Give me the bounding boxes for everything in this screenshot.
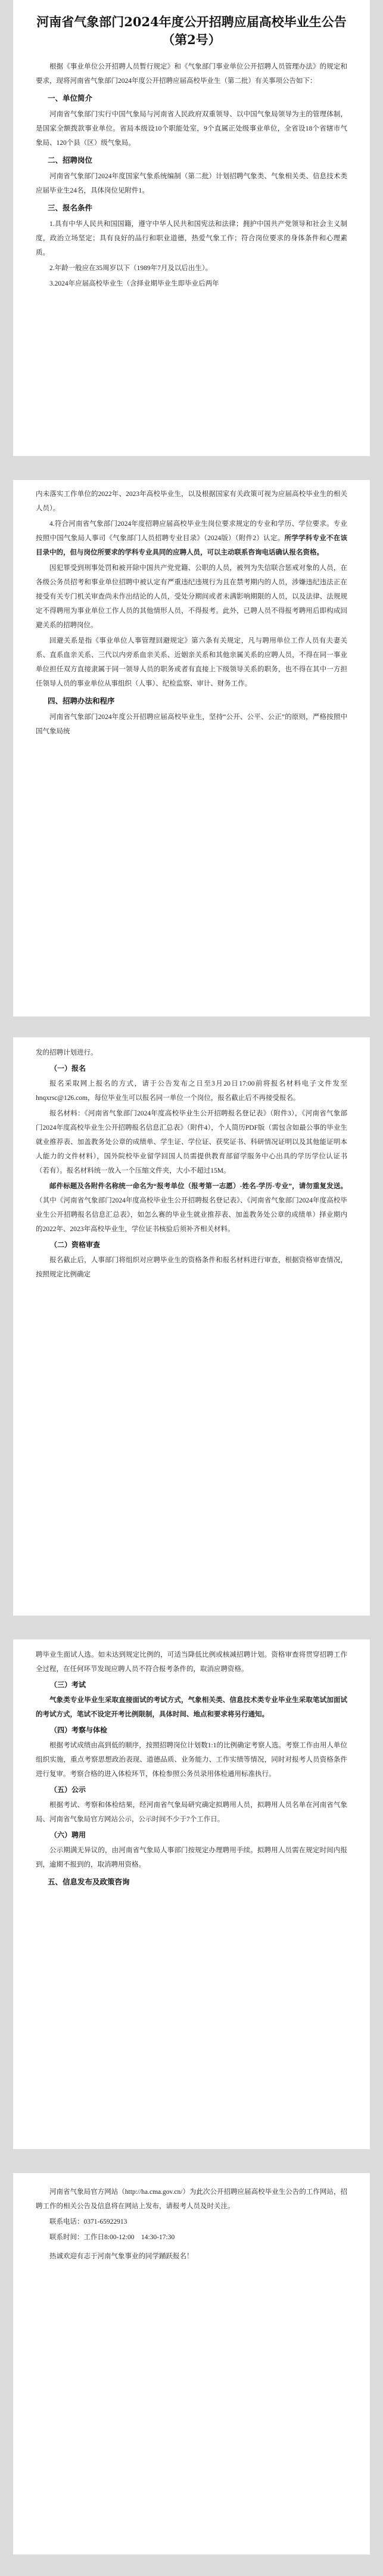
document-title: 河南省气象部门2024年度公开招聘应届高校毕业生公告（第2号） <box>36 14 347 47</box>
document-page-1 <box>13 0 370 456</box>
info-paragraph: 河南省气象局官方网站（http://ha.cma.gov.cn/）为此次公开招聘应届高校毕业生公告的工作网站，招聘工作的相关公告及信息将在网站上发布，请报考人员及时关注。 <box>36 2188 347 2210</box>
subheading-publicity: （五）公示 <box>50 1785 86 1794</box>
document-page-2 <box>13 480 370 1016</box>
registration-paragraph-2: 报名材料：《河南省气象部门2024年度高校毕业生公开招聘报名登记表》（附件3），《河南省气象部门2024年度高校毕业生公开招聘报名信息汇总表》（附件4），个人简历PDF版（需包含如最公事的毕业生就业推荐表、加盖教务处公章的成绩单、学生证、学位证、获奖证书、科研情况证明以及其他能证明本人能力的文件材料），国外院校毕业留学回国人员需提供教育部留学服务中心出具的学历学位认证书（若有）。报名材料统一放入一个压缩文件夹，大小不超过15M。 <box>36 1110 347 1174</box>
condition-2: 2.年龄一般应在35周岁以下（1989年7月及以后出生）。 <box>49 265 213 272</box>
registration-naming-note: （其中《河南省气象部门2024年度高校毕业生公开招聘报名登记表》、《河南省气象部门2024年度高校毕业生公开招聘报名信息汇总表》，如怎么赛的毕业生就业推荐表、加盖教务处公章的成绩单）择业期内的2022年、2023年高校毕业生，学位证书核验后须补齐相关材料。 <box>36 1197 347 1233</box>
registration-paragraph-3 <box>36 1179 347 1236</box>
hours-label: 联系时间： <box>49 2234 84 2241</box>
procedure-paragraph: 河南省气象部门2024年度公开招聘应届高校毕业生，坚持“公开、公平、公正”的原则，严格按照中国气象局统 <box>36 714 347 735</box>
section-heading-posts: 二、招聘岗位 <box>48 156 93 165</box>
contact-phone <box>36 2215 347 2229</box>
qualification-paragraph: 报名截止后，人事部门将组织对应聘毕业生的资格条件和报名材料进行审查，根据资格审查情况，按照规定比例确定 <box>36 1257 347 1278</box>
subheading-registration: （一）报名 <box>50 1064 86 1072</box>
subheading-hiring: （六）聘用 <box>50 1831 86 1839</box>
hiring-paragraph: 公示期满无异议的，由河南省气象局人事部门按规定办理聘用手续。拟聘用人员需在规定时间内报到，逾期不报到的，取消聘用资格。 <box>36 1847 347 1868</box>
condition-3: 3.2024年应届高校毕业生（含择业期毕业生即毕业后两年 <box>49 280 219 287</box>
registration-naming-rule: 邮件标题及各附件名称统一命名为“报考单位（报考第一志愿）-姓名-学历-专业”，请勿重复发送。 <box>49 1183 347 1190</box>
hours-value: 工作日8:00-12:00 14:30-17:30 <box>83 2234 175 2241</box>
registration-paragraph-1: 报名采取网上报名的方式，请于公告发布之日至3月20日17:00前将报名材料电子文件发至hnqxrsc@126.com，每位毕业生可以报名同一单位一个岗位，报名截止后不再接受报名。 <box>36 1080 347 1102</box>
condition-4-emphasis: 所学学科专业不在该目录中的，但与岗位所要求的学科专业具同的应聘人员，可以主动联系咨询电话确认报名资格。 <box>36 535 347 556</box>
qualification-continued: 聘毕业生面试人选。如未达到规定比例的，可适当降低比例或核减招聘计划。资格审查将贯穿招聘工作全过程，在任何环节发现应聘人员不符合报考条件的，取消应聘资格。 <box>36 1651 347 1673</box>
subheading-qualification: （二）资格审查 <box>50 1241 101 1249</box>
subheading-inspection: （四）考察与体检 <box>50 1726 108 1734</box>
document-page-3 <box>13 1037 370 1616</box>
contact-hours <box>36 2230 347 2245</box>
section-heading-procedure: 四、招聘办法和程序 <box>48 696 115 705</box>
posts-description: 河南省气象部门2024年度国家气象系统编制（第二批）计划招聘气象类、气象相关类、信息技术类应届毕业生24名，具体岗位见附件1。 <box>36 173 347 194</box>
exclusion-paragraph: 因犯罪受到刑事处罚和被开除中国共产党党籍、公职的人员，被列为失信联合惩戒对象的人员，在各级公务员招考和事业单位招聘中被认定有严重违纪违规行为且在禁考期内的人员，涉嫌违纪违法正在接受有关专门机关审查尚未作出结论的人员，受处分期间或者未满影响期限的人员，以及法律、法规规定不得聘用为事业单位工作人员的其他情形人员，不得报考。此外，已聘人员不得报考聘用后即构成回避关系的招聘岗位。 <box>36 565 347 629</box>
phone-label: 联系电话： <box>49 2218 84 2225</box>
condition-1: 1.具有中华人民共和国国籍，遵守中华人民共和国宪法和法律；拥护中国共产党领导和社会主义制度，政治立场坚定；具有良好的品行和职业道德，热爱气象工作；符合岗位要求的身体条件和心理素质。 <box>36 221 347 256</box>
phone-number: 0371-65922913 <box>83 2218 127 2225</box>
publicity-paragraph: 根据考试、考察和体检结果，经河南省气象局研究确定拟聘用人员，拟聘用人员名单在河南省气象局、河南省气象局官方网站公示，公示时间不少于7个工作日。 <box>36 1802 347 1823</box>
condition-4 <box>36 517 347 560</box>
document-page-5 <box>13 2173 370 2555</box>
intro-paragraph: 根据《事业单位公开招聘人员暂行规定》和《气象部门事业单位公开招聘人员管理办法》的规定和要求，现将河南省气象部门2024年度公开招聘应届高校毕业生（第二批）有关事项公告如下： <box>36 63 347 85</box>
section-heading-info: 五、信息发布及政策咨询 <box>48 1877 130 1886</box>
section-heading-conditions: 三、报名条件 <box>48 203 93 212</box>
condition-3-continued: 内未落实工作单位的2022年、2023年高校毕业生，以及根据国家有关政策可视为应届高校毕业生的相关人员）。 <box>36 491 347 512</box>
avoidance-paragraph: 回避关系是指《事业单位人事管理回避规定》第六条有关规定，凡与聘用单位工作人员有夫妻关系、直系血亲关系、三代以内旁系血亲关系、近姻亲关系和其他亲属关系的应聘人员，不得在同一事业单位担任双方直接隶属于同一领导人员的职务或者有直接上下级领导关系的职务，也不得在其中一方担任领导人员的事业单位从事组织（人事）、纪检监察、审计、财务工作。 <box>36 637 347 687</box>
closing-line: 热诚欢迎有志于河南气象事业的同学踊跃报名！ <box>49 2253 194 2260</box>
condition-4-text: 4.符合河南省气象部门2024年度招聘应届高校毕业生岗位要求规定的专业和学历、学位要求。专业按照中国气象局人事司《气象部门人员招聘专业目录》（2024版）（附件2）认定。 <box>36 520 347 542</box>
section-heading-unit: 一、单位简介 <box>48 94 93 103</box>
exam-paragraph: 气象类专业毕业生采取直接面试的考试方式，气象相关类、信息技术类专业毕业生采取笔试加面试的考试方式，笔试不设定开考比例限制，具体时间、地点和要求将另行通知。 <box>36 1697 347 1718</box>
document-page-4 <box>13 1639 370 2149</box>
procedure-continued: 发的招聘计划进行。 <box>36 1049 98 1056</box>
subheading-exam: （三）考试 <box>50 1681 86 1689</box>
inspection-paragraph: 根据考试成绩由高到低的顺序，按照招聘岗位计划数1:1的比例确定考察人选。考察工作由用人单位组织实施，重点考察思想政治表现、道德品质、业务能力、工作实绩等情况，同时对报考人员资格条件进行复审。考察合格的进入体检环节，体检参照公务员录用体检通用标准执行。 <box>36 1742 347 1778</box>
unit-description: 河南省气象部门实行中国气象局与河南省人民政府双重领导、以中国气象局领导为主的管理体制，是国家全额拨款事业单位。省局本级设10个职能处室，9个直属正处级事业单位，全省设18个省辖市气象局、120个县（区）级气象局。 <box>36 111 347 147</box>
